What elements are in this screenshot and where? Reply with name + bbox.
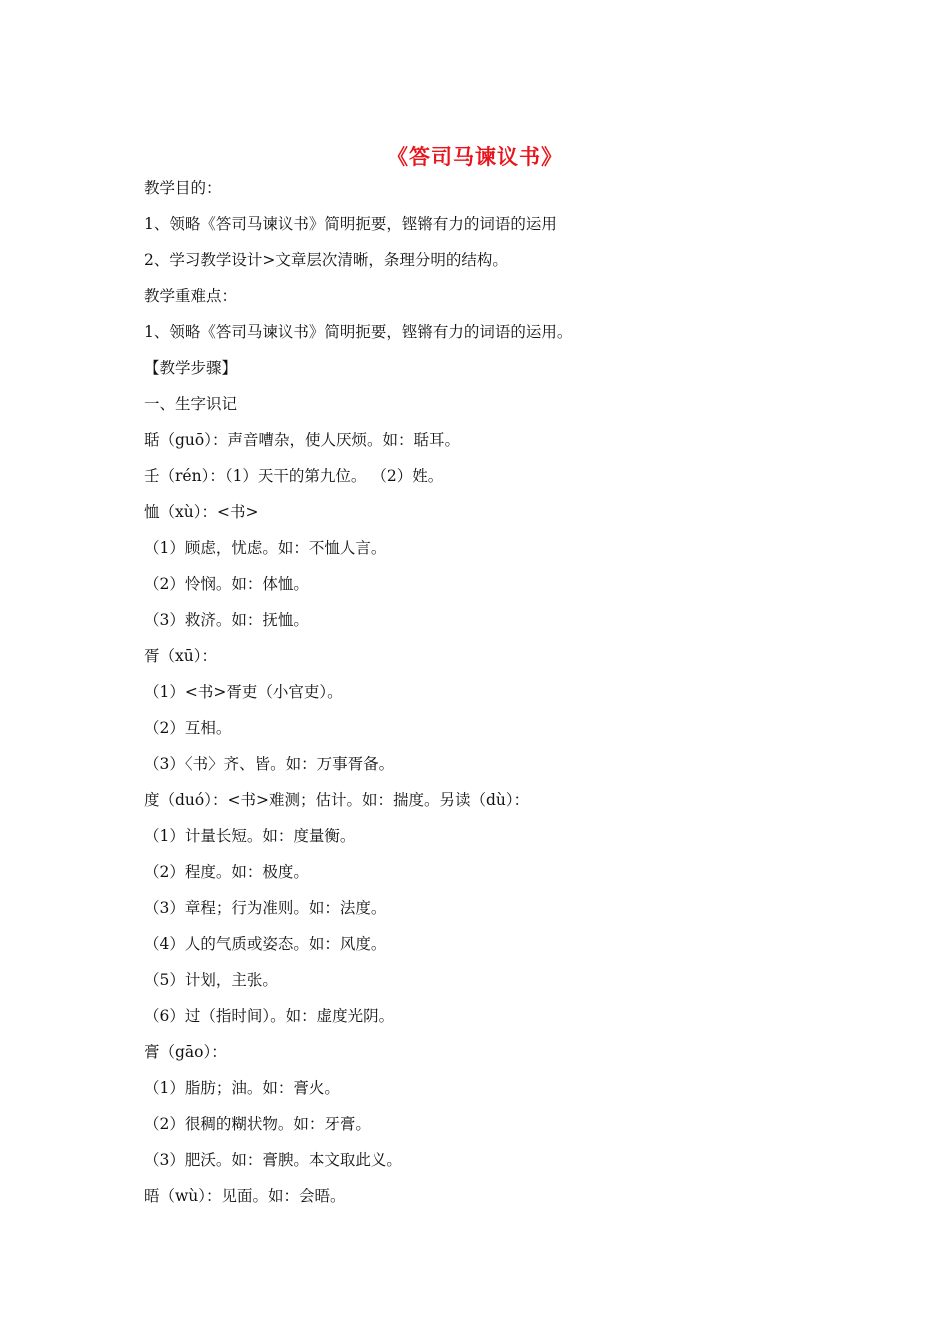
vocab-sense: （6）过（指时间）。如：虚度光阴。 bbox=[144, 1007, 395, 1025]
objective-item-1: 1、领略《答司马谏议书》简明扼要，铿锵有力的词语的运用 bbox=[144, 215, 557, 233]
section-heading-key-points: 教学重难点： bbox=[144, 287, 238, 305]
vocab-sense: （1）脂肪；油。如：膏火。 bbox=[144, 1079, 340, 1097]
vocab-sense: （2）很稠的糊状物。如：牙膏。 bbox=[144, 1115, 371, 1133]
vocab-entry-ren: 壬（rén）：（1）天干的第九位。 （2）姓。 bbox=[144, 467, 444, 485]
vocab-sense: （2）互相。 bbox=[144, 719, 232, 737]
key-point-item-1: 1、领略《答司马谏议书》简明扼要，铿锵有力的词语的运用。 bbox=[144, 323, 573, 341]
vocab-sense: （2）程度。如：极度。 bbox=[144, 863, 309, 881]
vocab-sense: （1）顾虑，忧虑。如：不恤人言。 bbox=[144, 539, 387, 557]
vocab-sense: （5）计划，主张。 bbox=[144, 971, 278, 989]
step-heading-vocabulary: 一、生字识记 bbox=[144, 395, 238, 413]
vocab-entry-xu2: 胥（xū）： bbox=[144, 647, 217, 665]
section-heading-objectives: 教学目的： bbox=[144, 179, 222, 197]
vocab-sense: （3）〈书〉齐、皆。如：万事胥备。 bbox=[144, 755, 395, 773]
objective-item-2: 2、学习教学设计>文章层次清晰，条理分明的结构。 bbox=[144, 251, 508, 269]
vocab-sense: （3）章程；行为准则。如：法度。 bbox=[144, 899, 387, 917]
vocab-entry-gao: 膏（gāo）： bbox=[144, 1043, 227, 1061]
vocab-sense: （3）肥沃。如：膏腴。本文取此义。 bbox=[144, 1151, 402, 1169]
vocab-sense: （3）救济。如：抚恤。 bbox=[144, 611, 309, 629]
document-title: 《答司马谏议书》 bbox=[387, 144, 563, 169]
vocab-entry-guo: 聒（guō）：声音嘈杂，使人厌烦。如：聒耳。 bbox=[144, 431, 460, 449]
vocab-sense: （4）人的气质或姿态。如：风度。 bbox=[144, 935, 387, 953]
vocab-sense: （1）<书>胥吏（小官吏）。 bbox=[144, 683, 343, 701]
vocab-entry-wu: 晤（wù）：见面。如：会晤。 bbox=[144, 1187, 346, 1205]
vocab-entry-xu: 恤（xù）：<书> bbox=[144, 503, 259, 521]
vocab-entry-duo: 度（duó）：<书>难测；估计。如：揣度。另读（dù）： bbox=[144, 791, 530, 809]
vocab-sense: （2）怜悯。如：体恤。 bbox=[144, 575, 309, 593]
vocab-sense: （1）计量长短。如：度量衡。 bbox=[144, 827, 356, 845]
section-heading-steps: 【教学步骤】 bbox=[144, 359, 238, 377]
document-body bbox=[144, 172, 864, 1216]
